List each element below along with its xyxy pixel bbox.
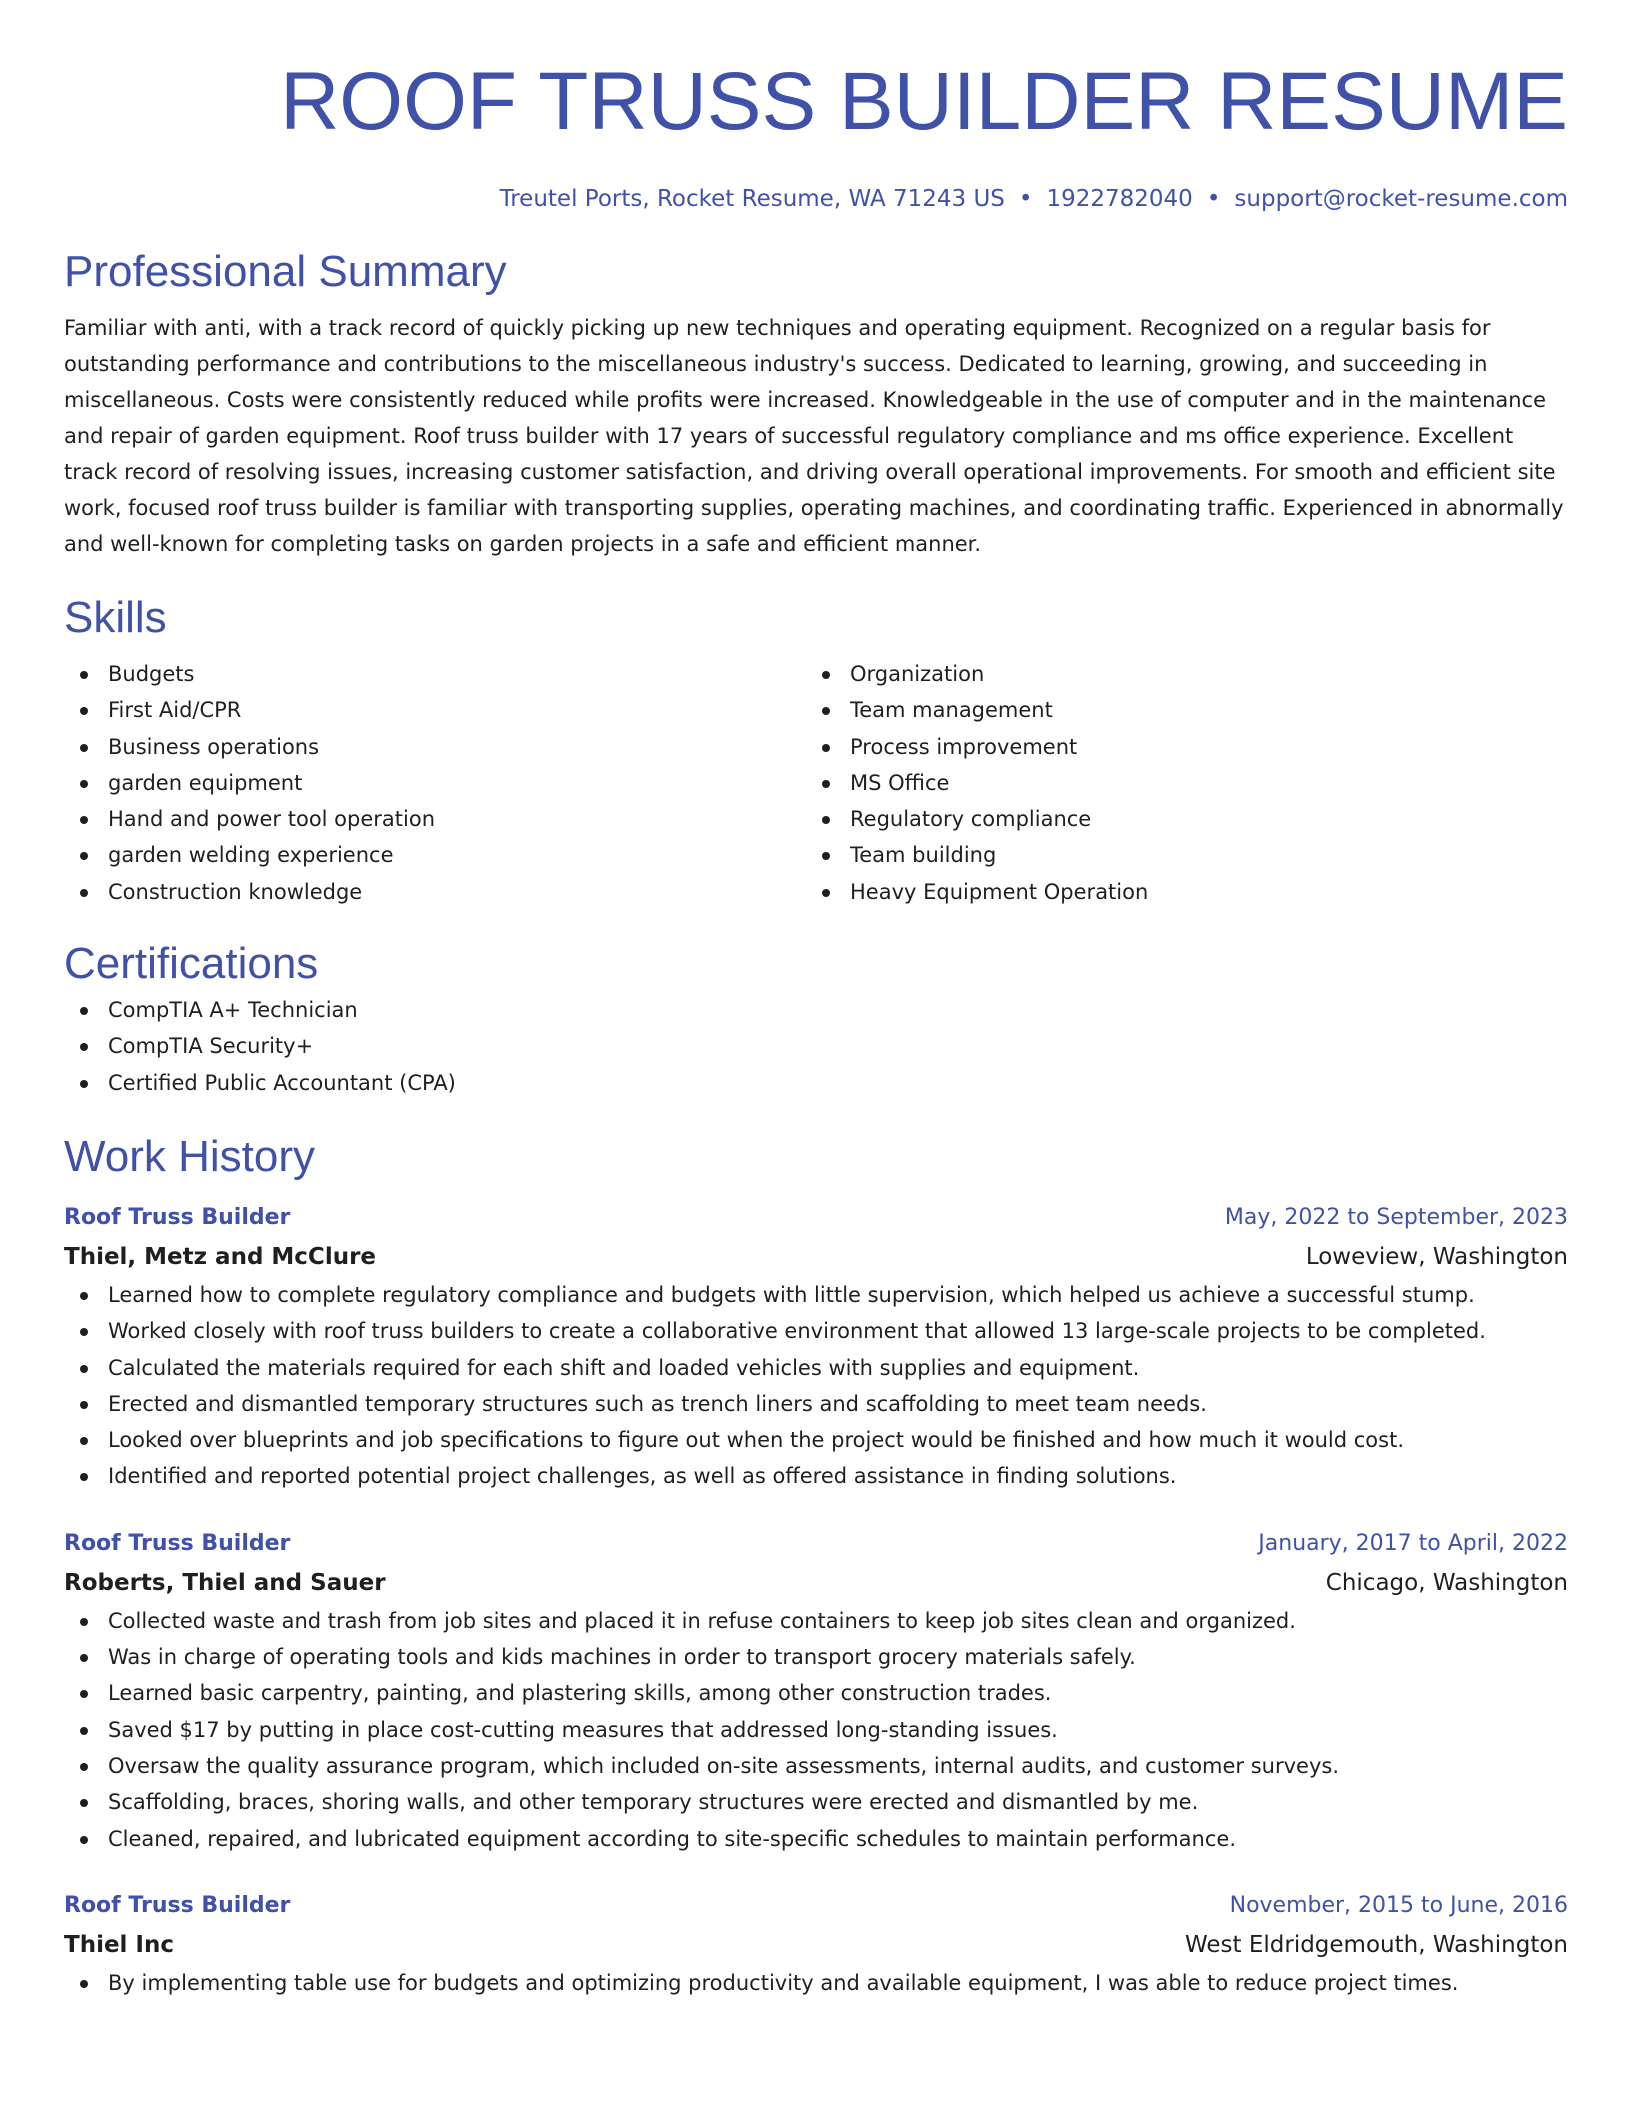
certification-item: Certified Public Accountant (CPA)	[64, 1065, 1568, 1101]
job-bullet: Cleaned, repaired, and lubricated equipment according to site-specific schedules to maintain performance.	[64, 1821, 1568, 1857]
job-title: Roof Truss Builder	[64, 1892, 291, 1918]
certifications-list	[64, 992, 1568, 1101]
skill-item: MS Office	[806, 765, 1548, 801]
certification-item: CompTIA Security+	[64, 1028, 1568, 1064]
skill-item: garden welding experience	[64, 837, 806, 873]
skill-item: Team building	[806, 837, 1548, 873]
job-bullet: Erected and dismantled temporary structures such as trench liners and scaffolding to meet team needs.	[64, 1386, 1568, 1422]
job-title: Roof Truss Builder	[64, 1204, 291, 1230]
job-bullet: Learned basic carpentry, painting, and plastering skills, among other construction trades.	[64, 1675, 1568, 1711]
skill-item: Heavy Equipment Operation	[806, 874, 1548, 910]
job-bullet: Scaffolding, braces, shoring walls, and other temporary structures were erected and dismantled by me.	[64, 1784, 1568, 1820]
skills-list-left	[64, 656, 806, 910]
work-history-heading: Work History	[64, 1131, 315, 1181]
contact-phone: 1922782040	[1046, 186, 1193, 212]
job-bullet: Saved $17 by putting in place cost-cutting measures that addressed long-standing issues.	[64, 1712, 1568, 1748]
summary-text: Familiar with anti, with a track record of quickly picking up new techniques and operating equipment. Recognized on a regular basis for outstanding performance and contributions to the miscellaneous industry's success. Dedicated to learning, growing, and succeeding in miscellaneous. Costs were consistently reduced while profits were increased. Knowledgeable in the use of computer and in the maintenance and repair of garden equipment. Roof truss builder with 17 years of successful regulatory compliance and ms office experience. Excellent track record of resolving issues, increasing customer satisfaction, and driving overall operational improvements. For smooth and efficient site work, focused roof truss builder is familiar with transporting supplies, operating machines, and coordinating traffic. Experienced in abnormally and well-known for completing tasks on garden projects in a safe and efficient manner.	[64, 316, 1564, 556]
job-bullet: Was in charge of operating tools and kids machines in order to transport grocery materials safely.	[64, 1639, 1568, 1675]
skill-item: garden equipment	[64, 765, 806, 801]
skill-item: Regulatory compliance	[806, 801, 1548, 837]
job-bullet: Calculated the materials required for each shift and loaded vehicles with supplies and equipment.	[64, 1350, 1568, 1386]
job-company: Thiel, Metz and McClure	[64, 1243, 377, 1270]
skill-item: Construction knowledge	[64, 874, 806, 910]
contact-email: support@rocket-resume.com	[1234, 186, 1568, 212]
job-bullet: Looked over blueprints and job specifications to figure out when the project would be finished and how much it would cost.	[64, 1422, 1568, 1458]
certification-item: CompTIA A+ Technician	[64, 992, 1568, 1028]
skill-item: Organization	[806, 656, 1548, 692]
job-bullet: Oversaw the quality assurance program, which included on-site assessments, internal audits, and customer surveys.	[64, 1748, 1568, 1784]
skill-item: First Aid/CPR	[64, 692, 806, 728]
job-company: Roberts, Thiel and Sauer	[64, 1569, 386, 1596]
job-title-row	[64, 1887, 1568, 1925]
job-location: Loweview, Washington	[1305, 1243, 1568, 1270]
job-dates: November, 2015 to June, 2016	[1229, 1892, 1568, 1918]
job-bullet: Identified and reported potential project challenges, as well as offered assistance in finding solutions.	[64, 1458, 1568, 1494]
skills-grid	[64, 656, 1568, 910]
job-entry	[64, 1199, 1568, 1495]
job-bullet: Learned how to complete regulatory compliance and budgets with little supervision, which helped us achieve a successful stump.	[64, 1277, 1568, 1313]
job-location: West Eldridgemouth, Washington	[1184, 1931, 1568, 1958]
skills-heading: Skills	[64, 593, 167, 642]
job-bullet-list	[64, 1603, 1568, 1857]
certifications-heading: Certifications	[64, 939, 319, 989]
job-title: Roof Truss Builder	[64, 1530, 291, 1556]
job-dates: May, 2022 to September, 2023	[1224, 1204, 1568, 1230]
job-company-row	[64, 1237, 1568, 1277]
job-company: Thiel Inc	[64, 1931, 175, 1958]
skill-item: Team management	[806, 692, 1548, 728]
skill-item: Budgets	[64, 656, 806, 692]
job-bullet: Collected waste and trash from job sites and placed it in refuse containers to keep job sites clean and organized.	[64, 1603, 1568, 1639]
job-location: Chicago, Washington	[1325, 1569, 1568, 1596]
contact-separator: •	[1018, 186, 1033, 212]
skill-item: Hand and power tool operation	[64, 801, 806, 837]
contact-separator: •	[1206, 186, 1221, 212]
job-entry	[64, 1887, 1568, 2001]
skill-item: Process improvement	[806, 729, 1548, 765]
job-bullet-list	[64, 1277, 1568, 1495]
contact-address: Treutel Ports, Rocket Resume, WA 71243 US	[499, 186, 1005, 212]
contact-line	[64, 182, 1568, 216]
resume-title: ROOF TRUSS BUILDER RESUME	[280, 56, 1568, 147]
job-bullet: Worked closely with roof truss builders to create a collaborative environment that allowed 13 large-scale projects to be completed.	[64, 1313, 1568, 1349]
skills-list-right	[806, 656, 1548, 910]
resume-header	[64, 0, 1568, 216]
summary-heading: Professional Summary	[64, 247, 507, 296]
skills-column-left	[64, 656, 806, 910]
job-title-row	[64, 1525, 1568, 1563]
job-bullet-list	[64, 1965, 1568, 2001]
job-title-row	[64, 1199, 1568, 1237]
resume-page	[64, 0, 1568, 2001]
job-company-row	[64, 1563, 1568, 1603]
skills-column-right	[806, 656, 1548, 910]
job-bullet: By implementing table use for budgets and optimizing productivity and available equipment, I was able to reduce project times.	[64, 1965, 1568, 2001]
job-dates: January, 2017 to April, 2022	[1258, 1530, 1568, 1556]
job-entry	[64, 1525, 1568, 1857]
skill-item: Business operations	[64, 729, 806, 765]
job-company-row	[64, 1925, 1568, 1965]
